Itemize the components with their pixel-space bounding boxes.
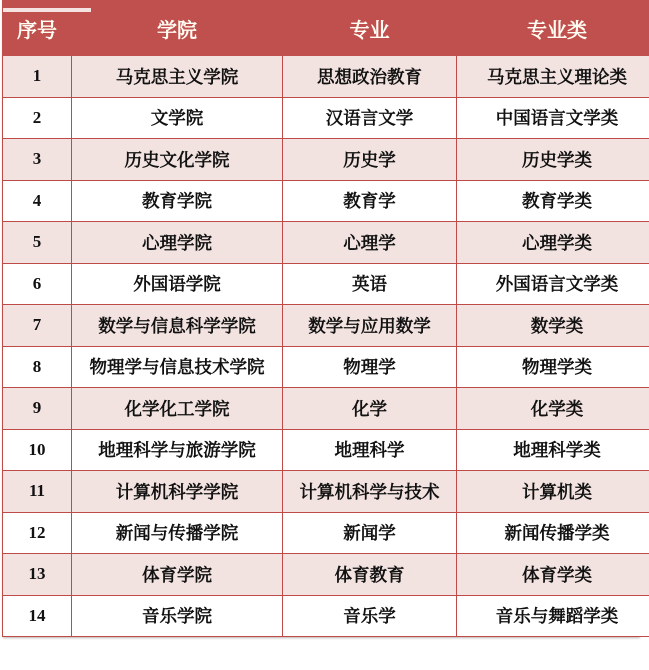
- column-header-2: 学院: [72, 1, 283, 56]
- category-cell: 新闻传播学类: [457, 512, 649, 554]
- column-header-4: 专业类: [457, 1, 649, 56]
- row-number-cell: 5: [3, 222, 72, 264]
- college-major-table-container: [2, 0, 641, 637]
- college-cell: 物理学与信息技术学院: [72, 346, 283, 388]
- column-header-1: 序号: [3, 1, 72, 56]
- category-cell: 体育学类: [457, 554, 649, 596]
- category-cell: 物理学类: [457, 346, 649, 388]
- category-cell: 化学类: [457, 388, 649, 430]
- header-row: [3, 1, 649, 56]
- category-cell: 音乐与舞蹈学类: [457, 595, 649, 637]
- college-cell: 体育学院: [72, 554, 283, 596]
- row-number-cell: 2: [3, 97, 72, 139]
- table-row: [3, 471, 649, 513]
- major-cell: 新闻学: [283, 512, 457, 554]
- major-cell: 物理学: [283, 346, 457, 388]
- category-cell: 外国语言文学类: [457, 263, 649, 305]
- row-number-cell: 6: [3, 263, 72, 305]
- college-cell: 新闻与传播学院: [72, 512, 283, 554]
- major-cell: 地理科学: [283, 429, 457, 471]
- major-cell: 心理学: [283, 222, 457, 264]
- row-number-cell: 10: [3, 429, 72, 471]
- college-cell: 文学院: [72, 97, 283, 139]
- column-header-3: 专业: [283, 1, 457, 56]
- college-cell: 外国语学院: [72, 263, 283, 305]
- college-cell: 教育学院: [72, 180, 283, 222]
- category-cell: 中国语言文学类: [457, 97, 649, 139]
- table-header: [3, 1, 649, 56]
- table-row: [3, 512, 649, 554]
- table-row: [3, 97, 649, 139]
- college-cell: 历史文化学院: [72, 139, 283, 181]
- major-cell: 思想政治教育: [283, 56, 457, 98]
- major-cell: 化学: [283, 388, 457, 430]
- category-cell: 心理学类: [457, 222, 649, 264]
- table-row: [3, 222, 649, 264]
- category-cell: 教育学类: [457, 180, 649, 222]
- row-number-cell: 4: [3, 180, 72, 222]
- table-row: [3, 56, 649, 98]
- college-cell: 马克思主义学院: [72, 56, 283, 98]
- row-number-cell: 1: [3, 56, 72, 98]
- major-cell: 历史学: [283, 139, 457, 181]
- college-cell: 地理科学与旅游学院: [72, 429, 283, 471]
- college-cell: 心理学院: [72, 222, 283, 264]
- category-cell: 计算机类: [457, 471, 649, 513]
- college-cell: 化学化工学院: [72, 388, 283, 430]
- category-cell: 数学类: [457, 305, 649, 347]
- row-number-cell: 14: [3, 595, 72, 637]
- college-cell: 音乐学院: [72, 595, 283, 637]
- table-body: [3, 56, 649, 637]
- row-number-cell: 11: [3, 471, 72, 513]
- category-cell: 地理科学类: [457, 429, 649, 471]
- row-number-cell: 8: [3, 346, 72, 388]
- table-row: [3, 180, 649, 222]
- major-cell: 体育教育: [283, 554, 457, 596]
- table-row: [3, 305, 649, 347]
- category-cell: 马克思主义理论类: [457, 56, 649, 98]
- category-cell: 历史学类: [457, 139, 649, 181]
- college-cell: 数学与信息科学学院: [72, 305, 283, 347]
- table-row: [3, 263, 649, 305]
- major-cell: 汉语言文学: [283, 97, 457, 139]
- table-row: [3, 554, 649, 596]
- row-number-cell: 3: [3, 139, 72, 181]
- college-cell: 计算机科学学院: [72, 471, 283, 513]
- table-row: [3, 595, 649, 637]
- table-row: [3, 429, 649, 471]
- row-number-cell: 9: [3, 388, 72, 430]
- table-row: [3, 139, 649, 181]
- major-cell: 计算机科学与技术: [283, 471, 457, 513]
- major-cell: 英语: [283, 263, 457, 305]
- major-cell: 数学与应用数学: [283, 305, 457, 347]
- row-number-cell: 12: [3, 512, 72, 554]
- row-number-cell: 13: [3, 554, 72, 596]
- row-number-cell: 7: [3, 305, 72, 347]
- college-major-table: [2, 0, 649, 637]
- major-cell: 音乐学: [283, 595, 457, 637]
- major-cell: 教育学: [283, 180, 457, 222]
- table-row: [3, 346, 649, 388]
- table-row: [3, 388, 649, 430]
